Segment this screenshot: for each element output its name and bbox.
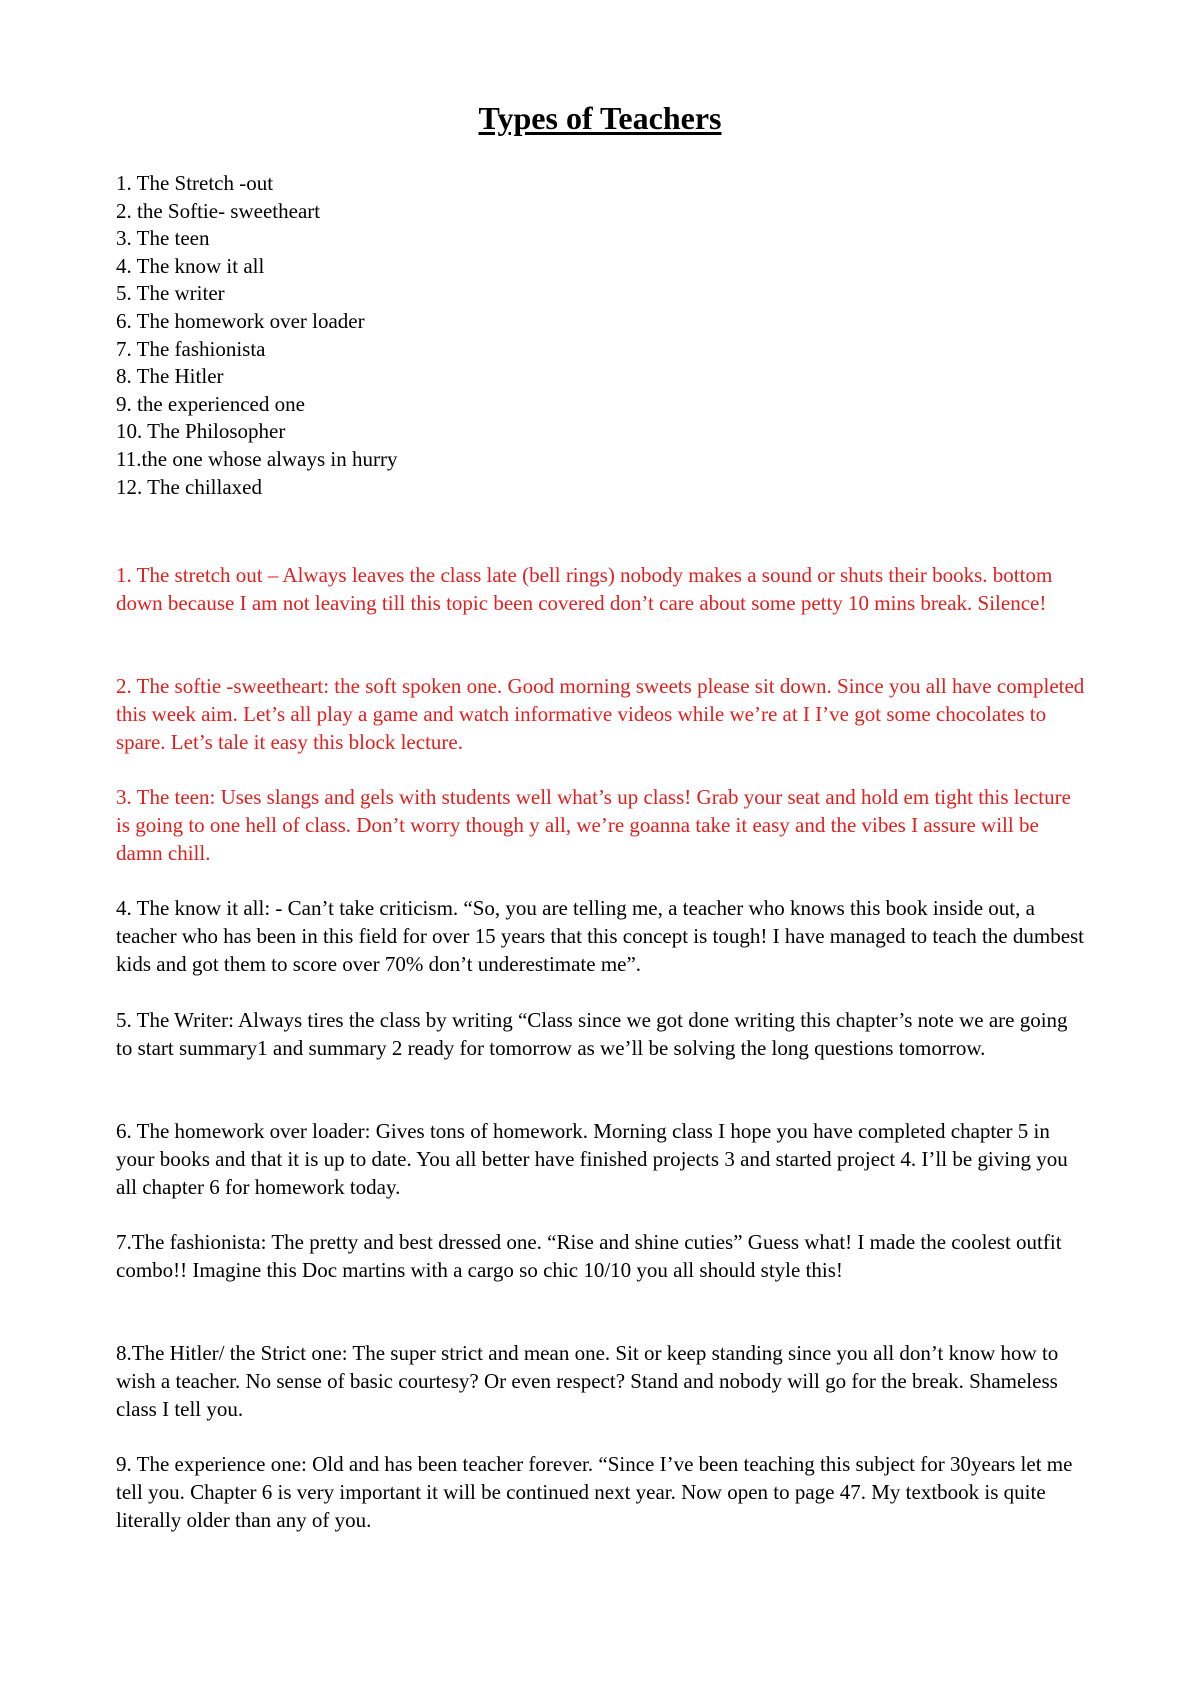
document-title: Types of Teachers: [478, 100, 722, 136]
list-item: 3. The teen: [116, 226, 210, 251]
list-item: 10. The Philosopher: [116, 419, 286, 444]
list-item: 5. The writer: [116, 281, 225, 306]
description-stretch-out: 1. The stretch out – Always leaves the class late (bell rings) nobody makes a sound or shuts their books. bottom down because I am not leaving till this topic been covered don’t care about some petty 10 mins break. Silence!: [116, 563, 1053, 616]
description-fashionista: 7.The fashionista: The pretty and best dressed one. “Rise and shine cuties” Guess what! I made the coolest outfit combo!! Imagine this Doc martins with a cargo so chic 10/10 you all should style this!: [116, 1230, 1062, 1283]
description-know-it-all: 4. The know it all: - Can’t take criticism. “So, you are telling me, a teacher who knows this book inside out, a teacher who has been in this field for over 15 years that this concept is tough! I have managed to teach the dumbest kids and got them to score over 70% don’t underestimate me”.: [116, 896, 1085, 977]
description-writer: 5. The Writer: Always tires the class by writing “Class since we got done writing this chapter’s note we are going to start summary1 and summary 2 ready for tomorrow as we’ll be solving the long questions tomorrow.: [116, 1008, 1068, 1061]
list-item: 8. The Hitler: [116, 364, 224, 389]
list-item: 12. The chillaxed: [116, 474, 262, 499]
teacher-types-list: [116, 170, 398, 501]
list-item: 7. The fashionista: [116, 336, 266, 361]
description-strict-one: 8.The Hitler/ the Strict one: The super strict and mean one. Sit or keep standing since you all don’t know how to wish a teacher. No sense of basic courtesy? Or even respect? Stand and nobody will go for the break. Shameless class I tell you.: [116, 1341, 1059, 1422]
list-item: 11.the one whose always in hurry: [116, 446, 398, 471]
description-homework-over-loader: 6. The homework over loader: Gives tons of homework. Morning class I hope you have completed chapter 5 in your books and that it is up to date. You all better have finished projects 3 and started project 4. I’ll be giving you all chapter 6 for homework today.: [116, 1119, 1068, 1200]
description-softie-sweetheart: 2. The softie -sweetheart: the soft spoken one. Good morning sweets please sit down. Since you all have completed this week aim. Let’s all play a game and watch informative videos while we’re at I I’ve got some chocolates to spare. Let’s tale it easy this block lecture.: [116, 674, 1085, 755]
list-item: 9. the experienced one: [116, 391, 305, 416]
list-item: 2. the Softie- sweetheart: [116, 198, 321, 223]
list-item: 6. The homework over loader: [116, 308, 365, 333]
list-item: 4. The know it all: [116, 253, 265, 278]
description-experienced-one: 9. The experience one: Old and has been teacher forever. “Since I’ve been teaching this subject for 30years let me tell you. Chapter 6 is very important it will be continued next year. Now open to page 47. My textbook is quite literally older than any of you.: [116, 1452, 1073, 1533]
description-teen: 3. The teen: Uses slangs and gels with students well what’s up class! Grab your seat and hold em tight this lecture is going to one hell of class. Don’t worry though y all, we’re goanna take it easy and the vibes I assure will be damn chill.: [116, 785, 1071, 866]
list-item: 1. The Stretch -out: [116, 171, 274, 195]
